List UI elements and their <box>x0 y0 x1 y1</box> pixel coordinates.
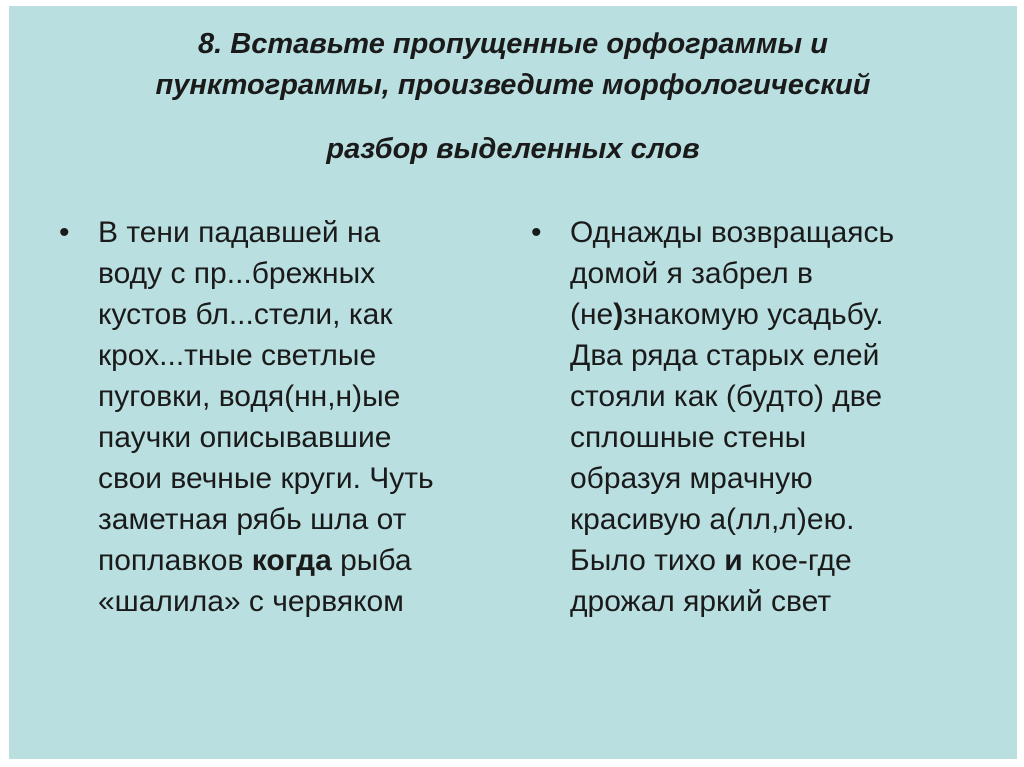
left-line-5: пуговки, водя(нн,н)ые <box>98 380 401 413</box>
right-line-3 <box>570 294 971 335</box>
right-line-6: сплошные стены <box>570 421 807 454</box>
bullet-icon: • <box>59 216 70 249</box>
left-text <box>98 212 489 622</box>
left-line-9-end: рыба <box>331 544 412 577</box>
right-line-1: Однажды возвращаясь <box>570 216 895 249</box>
highlighted-word-kogda: когда <box>251 544 332 577</box>
title-line-1: 8. Вставьте пропущенные орфограммы и <box>198 28 828 60</box>
left-line-1: В тени падавшей на <box>98 216 381 249</box>
right-column <box>531 212 971 622</box>
left-line-7: свои вечные круги. Чуть <box>98 462 434 495</box>
right-line-9-end: кое-где <box>742 544 852 577</box>
left-line-3: кустов бл...стели, как <box>98 298 393 331</box>
right-line-3-end: знакомую усадьбу. <box>623 298 884 331</box>
right-line-2: домой я забрел в <box>570 257 813 290</box>
right-line-7: образуя мрачную <box>570 462 813 495</box>
left-line-9 <box>98 540 489 581</box>
left-line-9-start: поплавков <box>98 544 252 577</box>
right-text <box>570 212 971 622</box>
slide <box>9 6 1017 759</box>
left-line-10: «шалила» с червяком <box>98 585 404 618</box>
bullet-icon: • <box>531 216 542 249</box>
right-line-8: красивую а(лл,л)ею. <box>570 503 855 536</box>
highlighted-word-i: и <box>724 544 743 577</box>
title-line-2: пунктограммы, произведите морфологический <box>155 69 871 101</box>
left-line-6: паучки описывавшие <box>98 421 392 454</box>
left-column <box>59 212 489 622</box>
right-line-9-start: Было тихо <box>570 544 725 577</box>
right-line-5: стояли как (будто) две <box>570 380 883 413</box>
right-line-3-start: (не <box>570 298 614 331</box>
left-line-2: воду с пр...брежных <box>98 257 376 290</box>
highlighted-paren: ) <box>613 298 624 331</box>
left-line-4: крох...тные светлые <box>98 339 377 372</box>
title-line-3: разбор выделенных слов <box>326 133 700 165</box>
right-line-9 <box>570 540 971 581</box>
left-line-8: заметная рябь шла от <box>98 503 407 536</box>
right-line-10: дрожал яркий свет <box>570 585 832 618</box>
right-line-4: Два ряда старых елей <box>570 339 880 372</box>
slide-title <box>9 24 1017 170</box>
